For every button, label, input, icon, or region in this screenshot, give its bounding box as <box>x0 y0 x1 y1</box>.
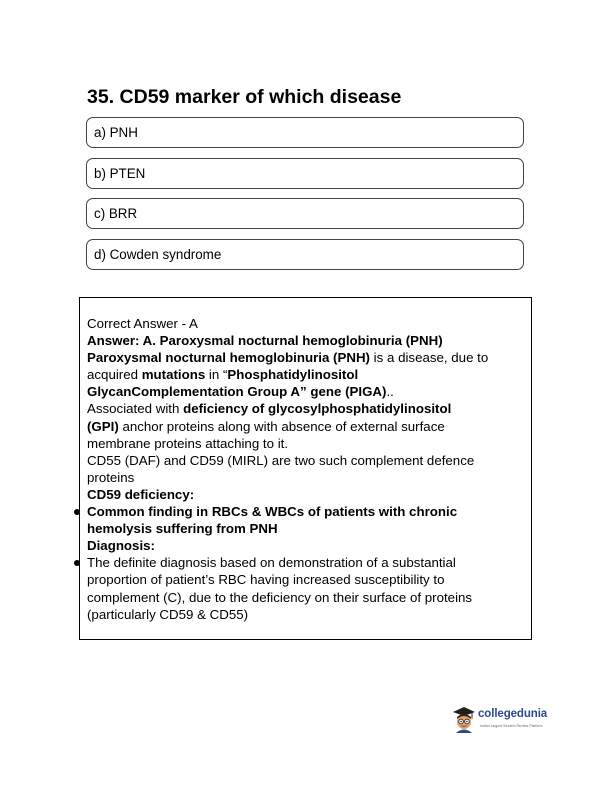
answer-explanation <box>87 315 527 623</box>
explanation-line: complement (C), due to the deficiency on their surface of proteins <box>87 589 473 605</box>
option-a[interactable]: a) PNH <box>86 117 524 148</box>
explanation-line: membrane proteins attaching to it. <box>87 435 289 451</box>
text: acquired <box>87 367 142 383</box>
bold-text: mutations <box>141 367 206 383</box>
bold-text: Paroxysmal nocturnal hemoglobinuria (PNH) <box>87 350 370 366</box>
graduate-mascot-icon <box>452 706 476 734</box>
correct-answer-line: Correct Answer - A <box>87 316 198 331</box>
option-b[interactable]: b) PTEN <box>86 158 524 189</box>
explanation-line <box>87 349 527 366</box>
section-heading: Diagnosis: <box>87 538 155 554</box>
text: The definite diagnosis based on demonstration of a substantial <box>87 555 456 571</box>
logo-tagline: India's largest Student Review Platform <box>480 724 543 728</box>
answer-heading: Answer: A. Paroxysmal nocturnal hemoglobinuria (PNH) <box>87 333 443 349</box>
bullet-icon <box>74 509 80 515</box>
bold-text: GlycanComplementation Group A” gene (PIGA) <box>87 384 387 400</box>
bold-text: Common finding in RBCs & WBCs of patients with chronic <box>87 504 458 520</box>
bullet-line <box>87 554 527 571</box>
option-c[interactable]: c) BRR <box>86 198 524 229</box>
text: in “ <box>205 367 228 383</box>
explanation-line: CD55 (DAF) and CD59 (MIRL) are two such complement defence <box>87 452 475 468</box>
text: Associated with <box>87 401 184 417</box>
text: .. <box>386 384 394 400</box>
bold-text: Phosphatidylinositol <box>227 367 359 383</box>
text: is a disease, due to <box>369 350 489 366</box>
explanation-line <box>87 400 527 417</box>
question-title: 35. CD59 marker of which disease <box>87 86 402 108</box>
explanation-line <box>87 418 527 435</box>
explanation-line <box>87 383 527 400</box>
collegedunia-logo <box>452 703 552 737</box>
bold-text: deficiency of glycosylphosphatidylinositol <box>183 401 452 417</box>
bold-text: (GPI) <box>87 418 119 434</box>
option-d[interactable]: d) Cowden syndrome <box>86 239 524 270</box>
section-heading: CD59 deficiency: <box>87 486 195 502</box>
logo-wordmark: collegedunia <box>478 708 548 720</box>
explanation-line: proportion of patient’s RBC having increased susceptibility to <box>87 572 445 588</box>
bullet-continuation: hemolysis suffering from PNH <box>87 521 278 537</box>
bullet-line <box>87 503 527 520</box>
explanation-line: proteins <box>87 469 135 485</box>
explanation-line <box>87 366 527 383</box>
text: anchor proteins along with absence of external surface <box>118 418 445 434</box>
explanation-line: (particularly CD59 & CD55) <box>87 606 249 622</box>
